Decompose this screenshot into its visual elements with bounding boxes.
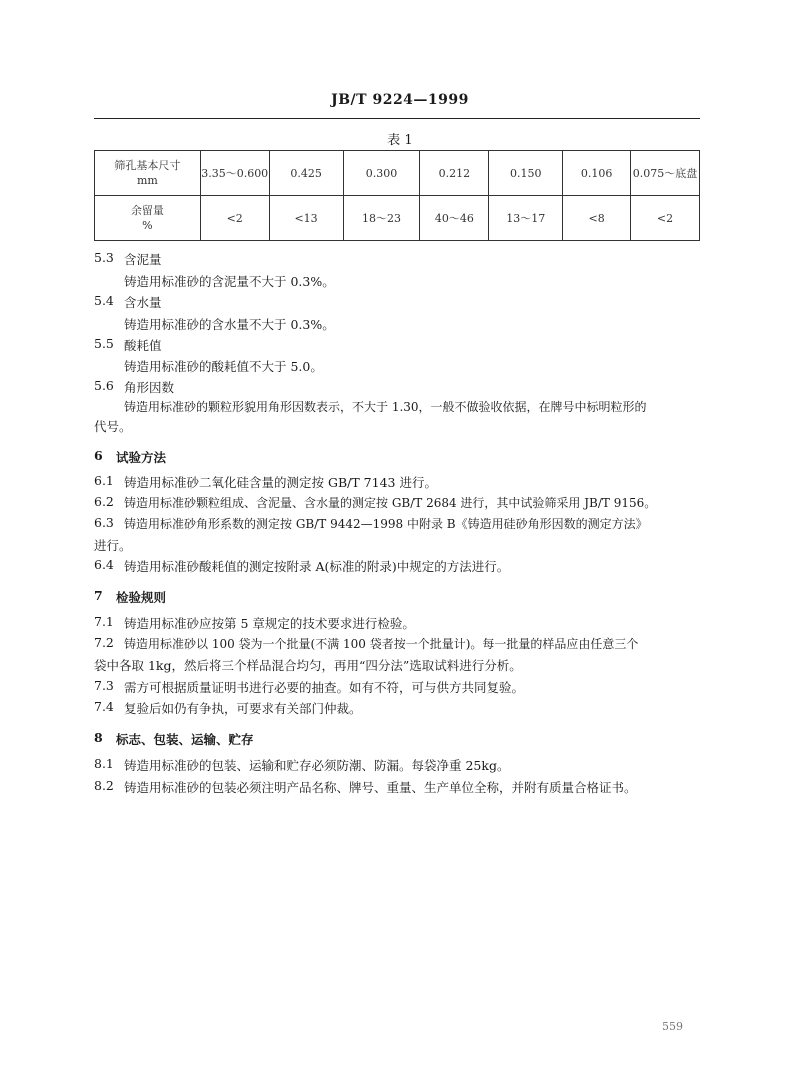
table-cell: 0.075～底盘: [631, 151, 700, 196]
table-cell: 40～46: [420, 196, 489, 241]
clause-number: 7.1: [94, 614, 114, 629]
page-number: 559: [662, 1020, 683, 1033]
table-cell: 0.300: [343, 151, 420, 196]
clause-number: 7.2: [94, 635, 114, 650]
section-number: 5.4: [94, 293, 114, 308]
section-number: 5.5: [94, 336, 114, 351]
paragraph-text: 铸造用标准砂的含泥量不大于 0.3%。: [124, 274, 335, 289]
clause-text: 铸造用标准砂以 100 袋为一个批量(不满 100 袋者按一个批量计)。每一批量的样品应由任意三个: [124, 637, 639, 651]
clause-number: 6.2: [94, 494, 114, 509]
section-title: 含水量: [124, 295, 162, 310]
section-title: 酸耗值: [124, 338, 162, 353]
table-cell: 13～17: [489, 196, 563, 241]
row-header-retained-unit: %: [142, 219, 153, 232]
clause-number: 6.4: [94, 557, 114, 572]
chapter-number: 7: [94, 588, 103, 603]
section-title: 含泥量: [124, 252, 162, 267]
clause-text: 复验后如仍有争执，可要求有关部门仲裁。: [124, 701, 362, 716]
chapter-number: 8: [94, 730, 103, 745]
table-cell: <13: [269, 196, 343, 241]
clause-text: 铸造用标准砂颗粒组成、含泥量、含水量的测定按 GB/T 2684 进行，其中试验筛采用 JB/T 9156。: [124, 496, 657, 510]
clause-number: 6.3: [94, 515, 114, 530]
chapter-title: 试验方法: [116, 450, 167, 465]
paragraph-text: 铸造用标准砂的酸耗值不大于 5.0。: [124, 359, 323, 374]
row-header-sieve: [95, 151, 201, 196]
clause-number: 7.3: [94, 678, 114, 693]
clause-text: 铸造用标准砂二氧化硅含量的测定按 GB/T 7143 进行。: [124, 475, 437, 490]
clause-text: 需方可根据质量证明书进行必要的抽查。如有不符，可与供方共同复验。: [124, 680, 525, 695]
table-row: [95, 151, 700, 196]
chapter-number: 6: [94, 448, 103, 463]
chapter-title: 检验规则: [116, 590, 167, 605]
clause-text: 铸造用标准砂的包装、运输和贮存必须防潮、防漏。每袋净重 25kg。: [124, 758, 510, 773]
paragraph-text: 铸造用标准砂的含水量不大于 0.3%。: [124, 317, 335, 332]
table-cell: 0.425: [269, 151, 343, 196]
row-header-retained-label: 余留量: [130, 204, 164, 217]
clause-text: 进行。: [94, 538, 132, 553]
section-title: 角形因数: [124, 380, 175, 395]
clause-text: 铸造用标准砂应按第 5 章规定的技术要求进行检验。: [124, 616, 415, 631]
clause-number: 8.2: [94, 778, 114, 793]
row-header-retained: [95, 196, 201, 241]
table-cell: <8: [563, 196, 631, 241]
clause-text: 袋中各取 1kg，然后将三个样品混合均匀，再用“四分法”选取试料进行分析。: [94, 658, 522, 673]
clause-number: 8.1: [94, 756, 114, 771]
table-cell: 18～23: [343, 196, 420, 241]
section-number: 5.3: [94, 250, 114, 265]
standard-number-header: JB/T 9224—1999: [331, 92, 469, 108]
table-cell: <2: [200, 196, 269, 241]
header-divider: [94, 118, 700, 119]
row-header-sieve-unit: mm: [136, 174, 158, 187]
grain-size-table: [94, 150, 700, 241]
clause-text: 铸造用标准砂角形系数的测定按 GB/T 9442—1998 中附录 B《铸造用硅砂角形因数的测定方法》: [124, 517, 648, 531]
section-number: 5.6: [94, 378, 114, 393]
paragraph-text: 代号。: [94, 419, 132, 434]
clause-text: 铸造用标准砂的包装必须注明产品名称、牌号、重量、生产单位全称，并附有质量合格证书。: [124, 780, 637, 795]
table-cell: 0.212: [420, 151, 489, 196]
row-header-sieve-label: 筛孔基本尺寸: [114, 159, 181, 172]
table-row: [95, 196, 700, 241]
paragraph-text: 铸造用标准砂的颗粒形貌用角形因数表示，不大于 1.30，一般不做验收依据，在牌号中标明粒形的: [124, 400, 647, 414]
table-caption: 表 1: [387, 133, 413, 148]
clause-number: 7.4: [94, 699, 114, 714]
clause-number: 6.1: [94, 473, 114, 488]
table-cell: <2: [631, 196, 700, 241]
clause-text: 铸造用标准砂酸耗值的测定按附录 A(标准的附录)中规定的方法进行。: [124, 559, 510, 574]
chapter-title: 标志、包装、运输、贮存: [116, 732, 254, 747]
table-cell: 3.35～0.600: [200, 151, 269, 196]
table-cell: 0.106: [563, 151, 631, 196]
table-cell: 0.150: [489, 151, 563, 196]
